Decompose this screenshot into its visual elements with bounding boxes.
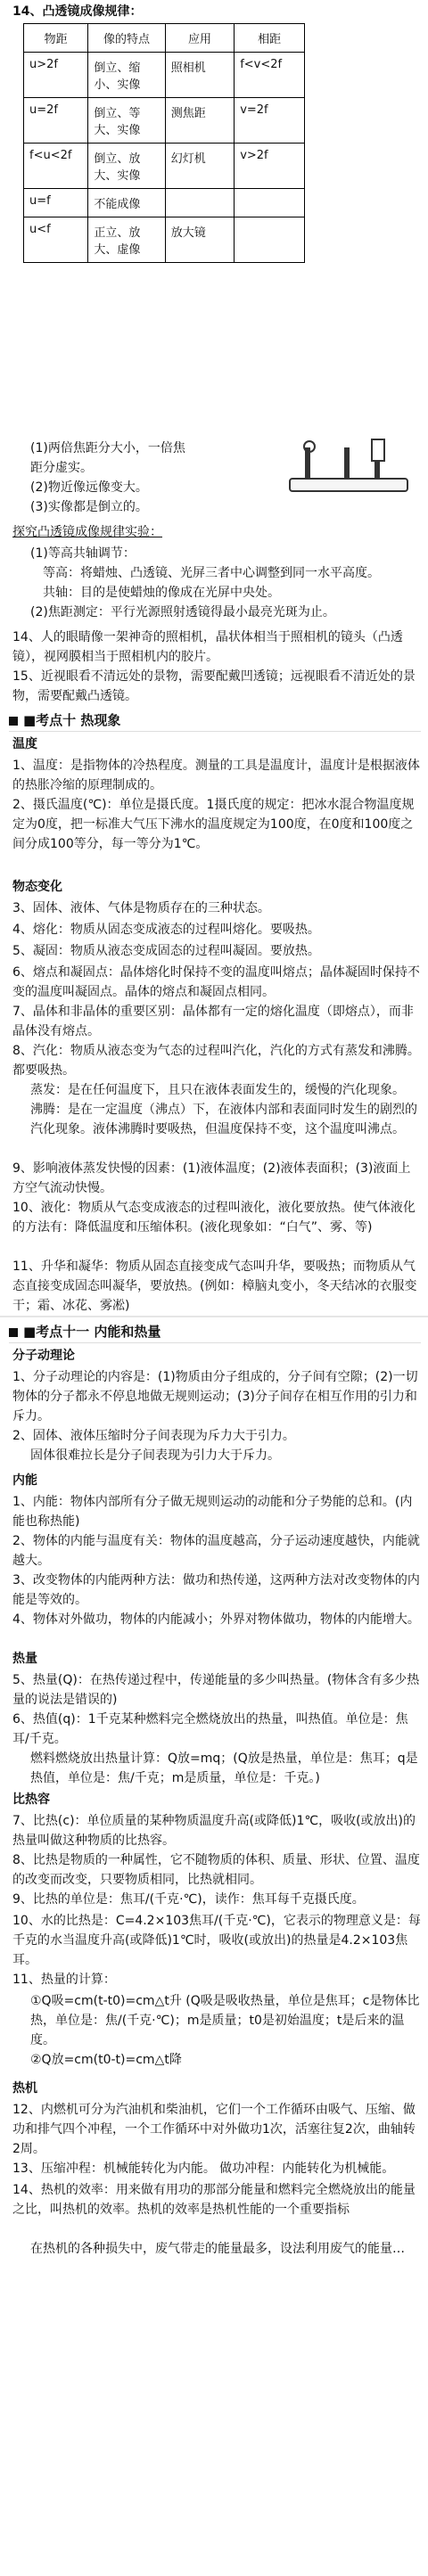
th-image-distance: 相距	[235, 24, 305, 53]
s10-item-2: 2、摄氏温度(℃)：单位是摄氏度。1摄氏度的规定：把冰水混合物温度规定为0度，把一标准大气压下沸水的温度规定为100度，在0度和100度之间分成100等分，每一等分为1℃。	[12, 798, 415, 851]
th-object-distance: 物距	[24, 24, 88, 53]
s11-item-3: 固体很难拉长是分子间表现为引力大于斥力。	[30, 1448, 280, 1463]
sc-4: 10、水的比热是：C=4.2×103焦耳/(千克·℃)，它表示的物理意义是：每千克的水当温度升高(或降低)1℃时，吸收(或放出)的热量是4.2×103焦耳。	[12, 1914, 421, 1967]
cell: u>2f	[24, 53, 88, 98]
explore-line-3: 共轴：目的是使蜡烛的像成在光屏中央处。	[43, 586, 280, 600]
sc-6: ①Q吸=cm(t-t0)=cm△t升 (Q吸是吸收热量，单位是焦耳；c是物体比热，单位是：焦/(千克·℃)；m是质量；t0是初始温度；t是后来的温度。	[30, 1994, 420, 2047]
cell: u=f	[24, 189, 88, 217]
th-application: 应用	[165, 24, 234, 53]
note-4: (3)实像都是倒立的。	[30, 500, 148, 514]
phase-9: 9、影响液体蒸发快慢的因素：(1)液体温度；(2)液体表面积；(3)液面上方空气流动快慢。	[12, 1161, 411, 1195]
table-row	[24, 144, 305, 189]
cell	[235, 189, 305, 217]
s11-item-1: 1、分子动理论的内容是：(1)物质由分子组成的，分子间有空隙；(2)一切物体的分子都永不停息地做无规则运动；(3)分子间存在相互作用的引力和斥力。	[12, 1370, 418, 1423]
cell: v>2f	[235, 144, 305, 189]
heat-subtitle: 热量	[12, 1652, 37, 1666]
sc-subtitle: 比热容	[12, 1793, 50, 1807]
phase-1: 3、固体、液体、气体是物质存在的三种状态。	[12, 901, 270, 915]
square-icon	[9, 1328, 18, 1337]
table-row	[24, 98, 305, 144]
cell: f<v<2f	[235, 53, 305, 98]
engine-1: 12、内燃机可分为汽油机和柴油机，它们一个工作循环由吸气、压缩、做功和排气四个冲程，一个工作循环中对外做功1次，活塞往复2次，曲轴转2周。	[12, 2103, 416, 2156]
phase-2: 4、熔化：物质从固态变成液态的过程叫熔化。要吸热。	[12, 923, 320, 937]
phase-3: 5、凝固：物质从液态变成固态的过程叫凝固。要放热。	[12, 944, 320, 958]
engine-subtitle: 热机	[12, 2081, 37, 2096]
explore-line-4: (2)焦距测定：平行光源照射透镜得最小最亮光斑为止。	[30, 605, 335, 619]
table-row	[24, 217, 305, 263]
explore-title: 探究凸透镜成像规律实验：	[12, 525, 162, 539]
section-10-title	[9, 710, 421, 732]
square-icon	[9, 717, 18, 726]
engine-2: 13、压缩冲程：机械能转化为内能。 做功冲程：内能转化为机械能。	[12, 2162, 395, 2176]
phase-6: 8、汽化：物质从液态变为气态的过程叫汽化，汽化的方式有蒸发和沸腾。都要吸热。	[12, 1044, 420, 1078]
s10-item-1: 1、温度：是指物体的冷热程度。测量的工具是温度计，温度计是根据液体的热胀冷缩的原理制成的。	[12, 759, 420, 792]
section-11-title-text: ■考点十一 内能和热量	[23, 1324, 161, 1340]
cell: 测焦距	[165, 98, 234, 144]
q14-title: 14、凸透镜成像规律：	[12, 4, 143, 19]
phase-8: 沸腾：是在一定温度（沸点）下，在液体内部和表面同时发生的剧烈的汽化现象。液体沸腾时要吸热，但温度保持不变，这个温度叫沸点。	[30, 1103, 417, 1136]
sc-3: 9、比热的单位是：焦耳/(千克·℃)，读作：焦耳每千克摄氏度。	[12, 1892, 365, 1907]
q15: 15、近视眼看不清远处的景物，需要配戴凹透镜；远视眼看不清近处的景物，需要配戴凸透镜。	[12, 669, 416, 703]
phase-4: 6、熔点和凝固点：晶体熔化时保持不变的温度叫熔点；晶体凝固时保持不变的温度叫凝固点。晶体的熔点和凝固点相同。	[12, 965, 420, 999]
sc-7: ②Q放=cm(t0-t)=cm△t降	[30, 2053, 182, 2067]
engine-3: 14、热机的效率：用来做有用功的那部分能量和燃料完全燃烧放出的能量之比，叫热机的效率。热机的效率是热机性能的一个重要指标	[12, 2183, 416, 2217]
section-11-title	[9, 1321, 421, 1343]
q14b: 14、人的眼睛像一架神奇的照相机，晶状体相当于照相机的镜头（凸透镜），视网膜相当于照相机内的胶片。	[12, 630, 403, 664]
cell: v=2f	[235, 98, 305, 144]
sc-5: 11、热量的计算：	[12, 1973, 116, 1987]
note-3: (2)物近像远像变大。	[30, 480, 148, 495]
phase-7: 蒸发：是在任何温度下，且只在液体表面发生的，缓慢的汽化现象。	[30, 1083, 405, 1097]
section-10-title-text: ■考点十 热现象	[23, 712, 121, 728]
internal-4: 4、物体对外做功，物体的内能减小；外界对物体做功，物体的内能增大。	[12, 1612, 420, 1627]
engine-4: 在热机的各种损失中，废气带走的能量最多，设法利用废气的能量…	[30, 2242, 405, 2256]
cell: 倒立、缩小、实像	[88, 53, 165, 98]
cell: u=2f	[24, 98, 88, 144]
cell: u<f	[24, 217, 88, 263]
explore-line-2: 等高：将蜡烛、凸透镜、光屏三者中心调整到同一水平高度。	[43, 566, 380, 580]
phase-5: 7、晶体和非晶体的重要区别：晶体都有一定的熔化温度（即熔点），而非晶体没有熔点。	[12, 1005, 414, 1038]
molecular-subtitle: 分子动理论	[12, 1349, 75, 1363]
phase-11: 11、升华和凝华：物质从固态直接变成气态叫升华，要吸热；而物质从气态直接变成固态叫凝华，要放热。(例如：樟脑丸变小，冬天结冰的衣服变干；霜、冰花、雾凇)	[12, 1259, 417, 1313]
cell: 幻灯机	[165, 144, 234, 189]
cell: 照相机	[165, 53, 234, 98]
cell: f<u<2f	[24, 144, 88, 189]
internal-1: 1、内能：物体内部所有分子做无规则运动的动能和分子势能的总和。(内能也称热能)	[12, 1495, 413, 1529]
cell: 倒立、等大、实像	[88, 98, 165, 144]
th-image-features: 像的特点	[88, 24, 165, 53]
cell	[165, 189, 234, 217]
divider	[0, 1316, 428, 1317]
sc-1: 7、比热(c)：单位质量的某种物质温度升高(或降低)1℃，吸收(或放出)的热量叫做这种物质的比热容。	[12, 1814, 416, 1848]
s11-item-2: 2、固体、液体压缩时分子间表现为斥力大于引力。	[12, 1429, 295, 1443]
internal-2: 2、物体的内能与温度有关：物体的温度越高，分子运动速度越快，内能就越大。	[12, 1534, 420, 1568]
heat-2: 6、热值(q)：1千克某种燃料完全燃烧放出的热量，叫热值。单位是：焦耳/千克。	[12, 1712, 408, 1746]
note-2: 距分虚实。	[30, 461, 93, 475]
lens-table	[23, 23, 305, 263]
cell: 倒立、放大、实像	[88, 144, 165, 189]
cell: 正立、放大、虚像	[88, 217, 165, 263]
phase-subtitle: 物态变化	[12, 880, 62, 894]
table-row	[24, 53, 305, 98]
phase-10: 10、液化：物质从气态变成液态的过程叫液化，液化要放热。使气体液化的方法有：降低温度和压缩体积。(液化现象如：“白气”、雾、等)	[12, 1201, 416, 1235]
internal-3: 3、改变物体的内能两种方法：做功和热传递，这两种方法对改变物体的内能是等效的。	[12, 1573, 420, 1607]
cell	[235, 217, 305, 263]
table-row	[24, 189, 305, 217]
cell: 不能成像	[88, 189, 165, 217]
sc-2: 8、比热是物质的一种属性，它不随物质的体积、质量、形状、位置、温度的改变而改变，只要物质相同，比热就相同。	[12, 1853, 420, 1887]
explore-line-1: (1)等高共轴调节：	[30, 546, 136, 561]
heat-1: 5、热量(Q)：在热传递过程中，传递能量的多少叫热量。(物体含有多少热量的说法是错误的)	[12, 1673, 420, 1707]
heat-3: 燃料燃烧放出热量计算：Q放=mq；(Q放是热量，单位是：焦耳；q是热值，单位是：焦/千克；m是质量，单位是：千克。)	[30, 1752, 418, 1785]
note-1: (1)两倍焦距分大小，一倍焦	[30, 441, 185, 455]
cell: 放大镜	[165, 217, 234, 263]
internal-subtitle: 内能	[12, 1473, 37, 1488]
temp-subtitle: 温度	[12, 737, 37, 751]
